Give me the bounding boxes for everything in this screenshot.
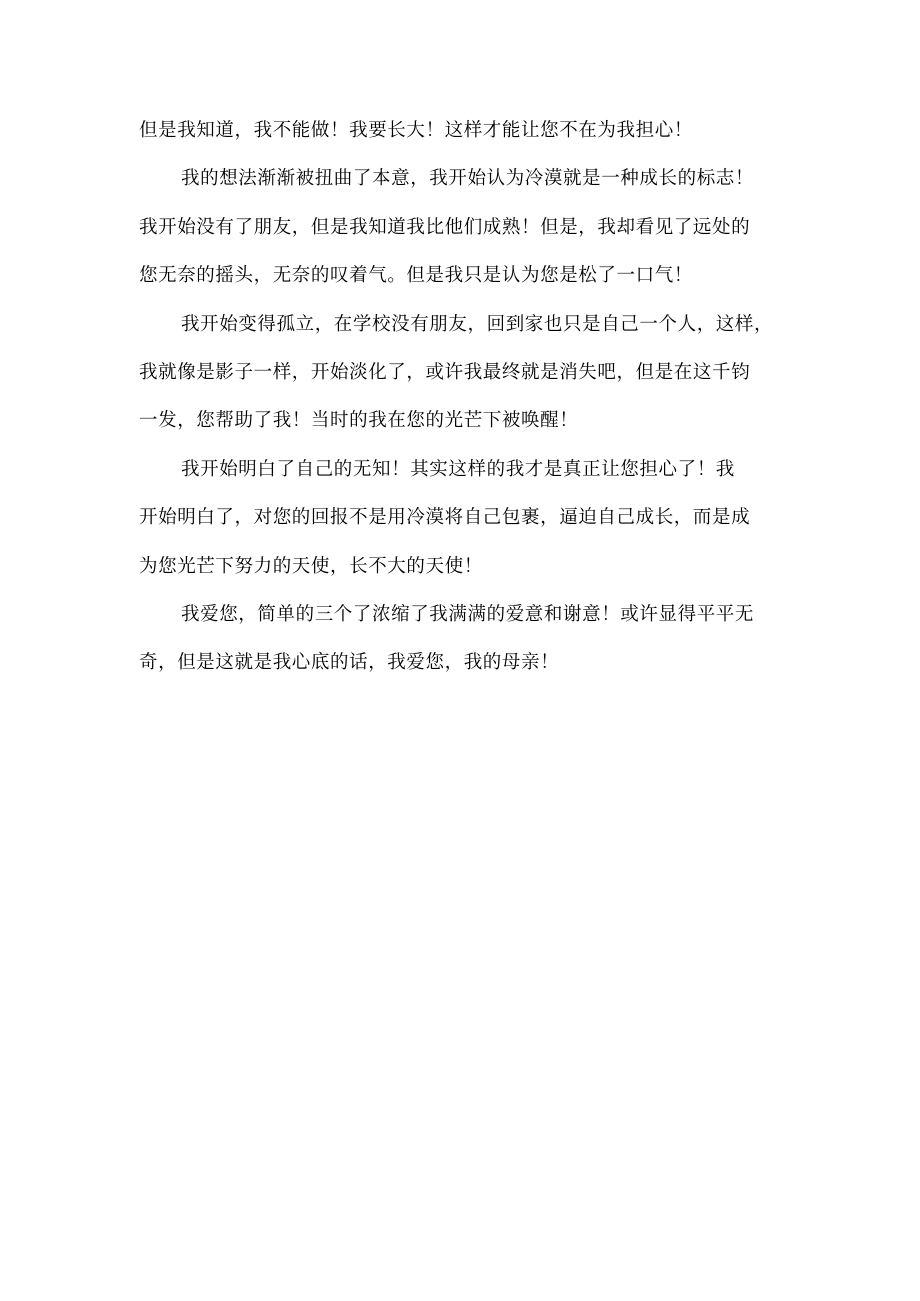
essay-body bbox=[139, 112, 789, 693]
text-line: 您无奈的摇头，无奈的叹着气。但是我只是认为您是松了一口气！ bbox=[139, 265, 693, 287]
text-line: 我开始变得孤立，在学校没有朋友，回到家也只是自己一个人，这样， bbox=[181, 313, 774, 335]
text-line: 我开始没有了朋友，但是我知道我比他们成熟！但是，我却看见了远处的 bbox=[139, 216, 751, 238]
text-line: 我的想法渐渐被扭曲了本意，我开始认为冷漠就是一种成长的标志！ bbox=[181, 168, 755, 190]
text-line: 开始明白了，对您的回报不是用冷漠将自己包裹，逼迫自己成长，而是成 bbox=[139, 507, 751, 529]
text-line: 我爱您，简单的三个了浓缩了我满满的爱意和谢意！或许显得平平无 bbox=[181, 603, 755, 625]
text-line: 奇，但是这就是我心底的话，我爱您，我的母亲！ bbox=[139, 652, 560, 674]
text-line: 为您光芒下努力的天使，长不大的天使！ bbox=[139, 555, 483, 577]
text-line: 我开始明白了自己的无知！其实这样的我才是真正让您担心了！我 bbox=[181, 458, 735, 480]
text-line: 我就像是影子一样，开始淡化了，或许我最终就是消失吧，但是在这千钧 bbox=[139, 361, 751, 383]
text-line: 但是我知道，我不能做！我要长大！这样才能让您不在为我担心！ bbox=[139, 120, 693, 141]
text-line: 一发，您帮助了我！当时的我在您的光芒下被唤醒！ bbox=[139, 410, 579, 432]
